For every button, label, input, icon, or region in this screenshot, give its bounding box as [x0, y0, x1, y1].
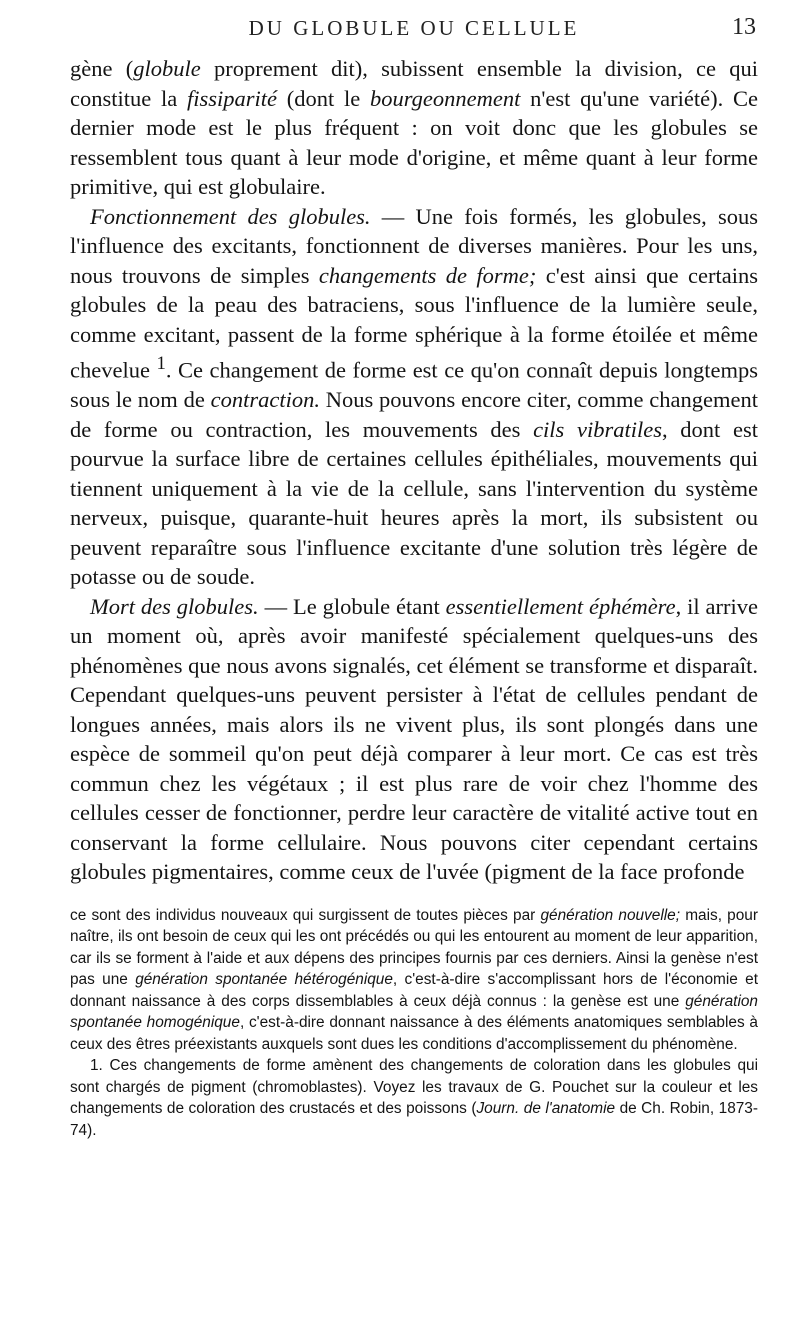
section-heading-mort: Mort des globules.: [90, 593, 259, 619]
running-head: [70, 0, 758, 54]
footnote-1: 1. Ces changements de forme amènent des changements de coloration dans les globules qui sont chargés de pigment (chromoblastes). Voyez les travaux de G. Pouchet sur la couleur et les changements de coloration des crustacés et des poissons (Journ. de l'anatomie de Ch. Robin, 1873-74).: [70, 1057, 758, 1139]
body-text: [70, 54, 758, 887]
footnote-ref: 1: [156, 353, 166, 374]
footnote-continuation: ce sont des individus nouveaux qui surgissent de toutes pièces par génération nouvelle; mais, pour naître, ils ont besoin de ceux qui les ont précédés ou qui les entourent au moment de leur apparition, car ils se forment à l'aide et aux dépens des principes fournis par ces derniers. Ainsi la genèse n'est pas une génération spontanée hétérogénique, c'est-à-dire s'accomplissant hors de l'économie et donnant naissance à des corps dissemblables à ceux déjà connus : la genèse est une génération spontanée homogénique, c'est-à-dire donnant naissance à des éléments anatomiques semblables à ceux des êtres préexistants auxquels sont dues les conditions d'accomplissement du phénomène.: [70, 906, 759, 1053]
footnotes: [70, 905, 758, 1142]
section-heading-fonctionnement: Fonctionnement des globules.: [90, 203, 371, 229]
running-title: DU GLOBULE OU CELLULE: [248, 16, 580, 40]
paragraph-fonctionnement: Fonctionnement des globules. — Une fois formés, les globules, sous l'influence des excitants, fonctionnent de diverses manières. Pour les uns, nous trouvons de simples changements de forme; c'est ainsi que certains globules de la peau des batraciens, sous l'influence de la lumière seule, comme excitant, passent de la forme sphérique à la forme étoilée et même chevelue $^1$. Ce changement de forme est ce qu'on connaît depuis longtemps sous le nom de contraction. Nous pouvons encore citer, comme changement de forme ou contraction, les mouvements des cils vibratiles, dont est pourvue la surface libre de certaines cellules épithéliales, mouvements qui tiennent uniquement à la vie de la cellule, sans l'intervention du système nerveux, puisque, quarante-huit heures après la mort, ils subsistent ou peuvent reparaître sous l'influence excitante d'une solution très légère de potasse ou de soude.: [70, 203, 758, 589]
paragraph-mort: Mort des globules. — Le globule étant essentiellement éphémère, il arrive un moment où, après avoir manifesté spécialement quelques-uns des phénomènes que nous avons signalés, cet élément se transforme et disparaît. Cependant quelques-uns peuvent persister à l'état de cellules pendant de longues années, mais alors ils ne vivent plus, ils sont plongés dans une espèce de sommeil qu'on peut déjà comparer à leur mort. Ce cas est très commun chez les végétaux ; il est plus rare de voir chez l'homme des cellules cesser de fonctionner, perdre leur caractère de vitalité active tout en conservant la forme cellulaire. Nous pouvons citer cependant certains globules pigmentaires, comme ceux de l'uvée (pigment de la face profonde: [70, 593, 758, 884]
page-number: 13: [732, 14, 756, 40]
paragraph-continuation: gène (globule proprement dit), subissent ensemble la division, ce qui constitue la fissiparité (dont le bourgeonnement n'est qu'une variété). Ce dernier mode est le plus fréquent : on voit donc que les globules se ressemblent tous quant à leur mode d'origine, et même quant à leur forme primitive, qui est globulaire.: [70, 56, 759, 199]
